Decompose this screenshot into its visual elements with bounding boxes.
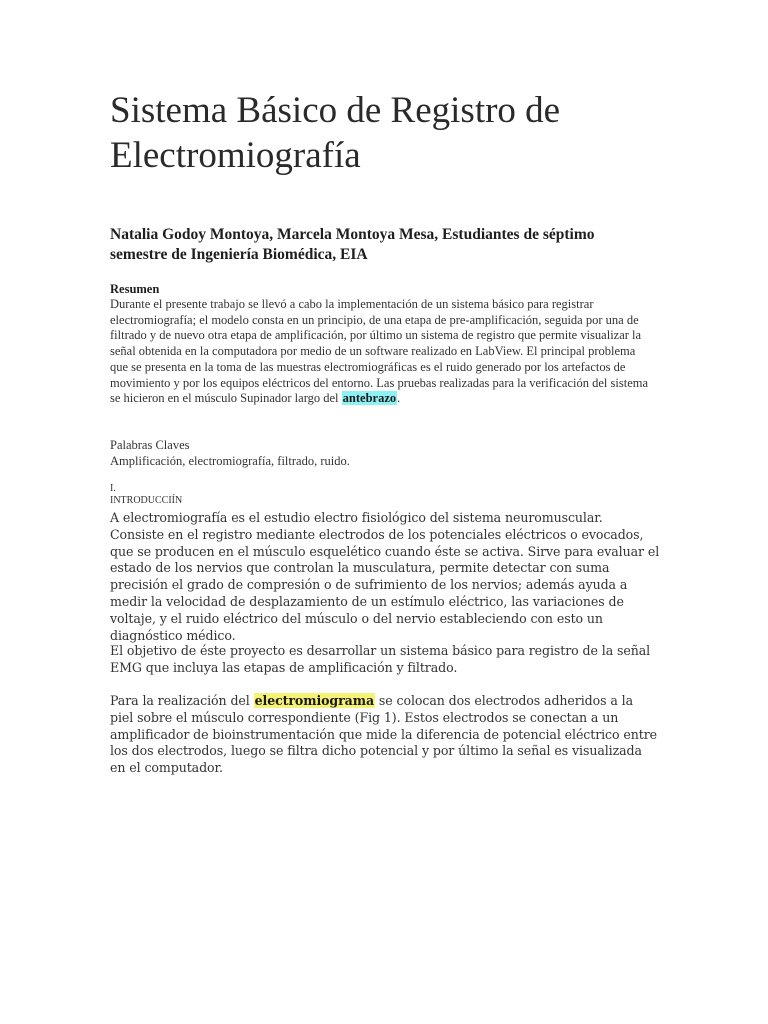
abstract-heading: Resumen — [110, 282, 160, 296]
section-title: INTRODUCCIÍN — [110, 495, 183, 506]
abstract-text-start: Durante el presente trabajo se llevó a cabo la implementación de un sistema básico para registrar electromiografía; el modelo consta en un principio, de una etapa de pre-amplificación, seguida por una de filtrado y de nuevo otra etapa de amplificación, por último un sistema de registro que permite visualizar la señal obtenida en la computadora por medio de un software realizado en LabView. El principal problema que se presenta en la toma de las muestras electromiográficas es el ruido generado por los artefactos de movimiento y por los equipos eléctricos del entorno. Las pruebas realizadas para la verificación del sistema se hicieron en el músculo Supinador largo del — [110, 297, 649, 406]
paragraph-3-start: Para la realización del — [110, 693, 254, 708]
authors-line: Natalia Godoy Montoya, Marcela Montoya Mesa, Estudiantes de séptimo semestre de Ingeniería Biomédica, EIA — [110, 226, 595, 263]
document-title: Sistema Básico de Registro de Electromiografía — [110, 90, 561, 176]
abstract-text — [110, 297, 655, 407]
keywords-text: Amplificación, electromiografía, filtrado, ruido. — [110, 454, 350, 468]
intro-paragraph-2: El objetivo de éste proyecto es desarrollar un sistema básico para registro de la señal EMG que incluya las etapas de amplificación y filtrado. — [110, 643, 651, 675]
keywords-heading: Palabras Claves — [110, 438, 190, 452]
abstract-text-end: . — [397, 391, 401, 406]
highlighted-term-antebrazo[interactable]: antebrazo — [342, 391, 397, 406]
paragraph-3-end: se colocan dos electrodos adheridos a la piel sobre el músculo correspondiente (Fig 1). Estos electrodos se conectan a un amplificador de bioinstrumentación que mide la diferencia de potencial eléctrico entre los dos electrodos, luego se filtra dicho potencial y por último la señal es visualizada en el computador. — [110, 693, 657, 776]
section-number: I. — [110, 483, 116, 494]
intro-paragraph-1: A electromiografía es el estudio electro fisiológico del sistema neuromuscular. Consiste en el registro mediante electrodos de los potenciales eléctricos o evocados, que se producen en el músculo esquelético cuando éste se activa. Sirve para evaluar el estado de los nervios que controlan la musculatura, permite detectar con suma precisión el grado de compresión o de sufrimiento de los nervios; además ayuda a medir la velocidad de desplazamiento de un estímulo eléctrico, las variaciones de voltaje, y el ruido eléctrico del músculo o del nervio estableciendo con esto un diagnóstico médico. — [110, 510, 660, 643]
highlighted-term-electromiograma[interactable]: electromiograma — [254, 693, 375, 708]
intro-paragraph-3 — [110, 693, 660, 777]
